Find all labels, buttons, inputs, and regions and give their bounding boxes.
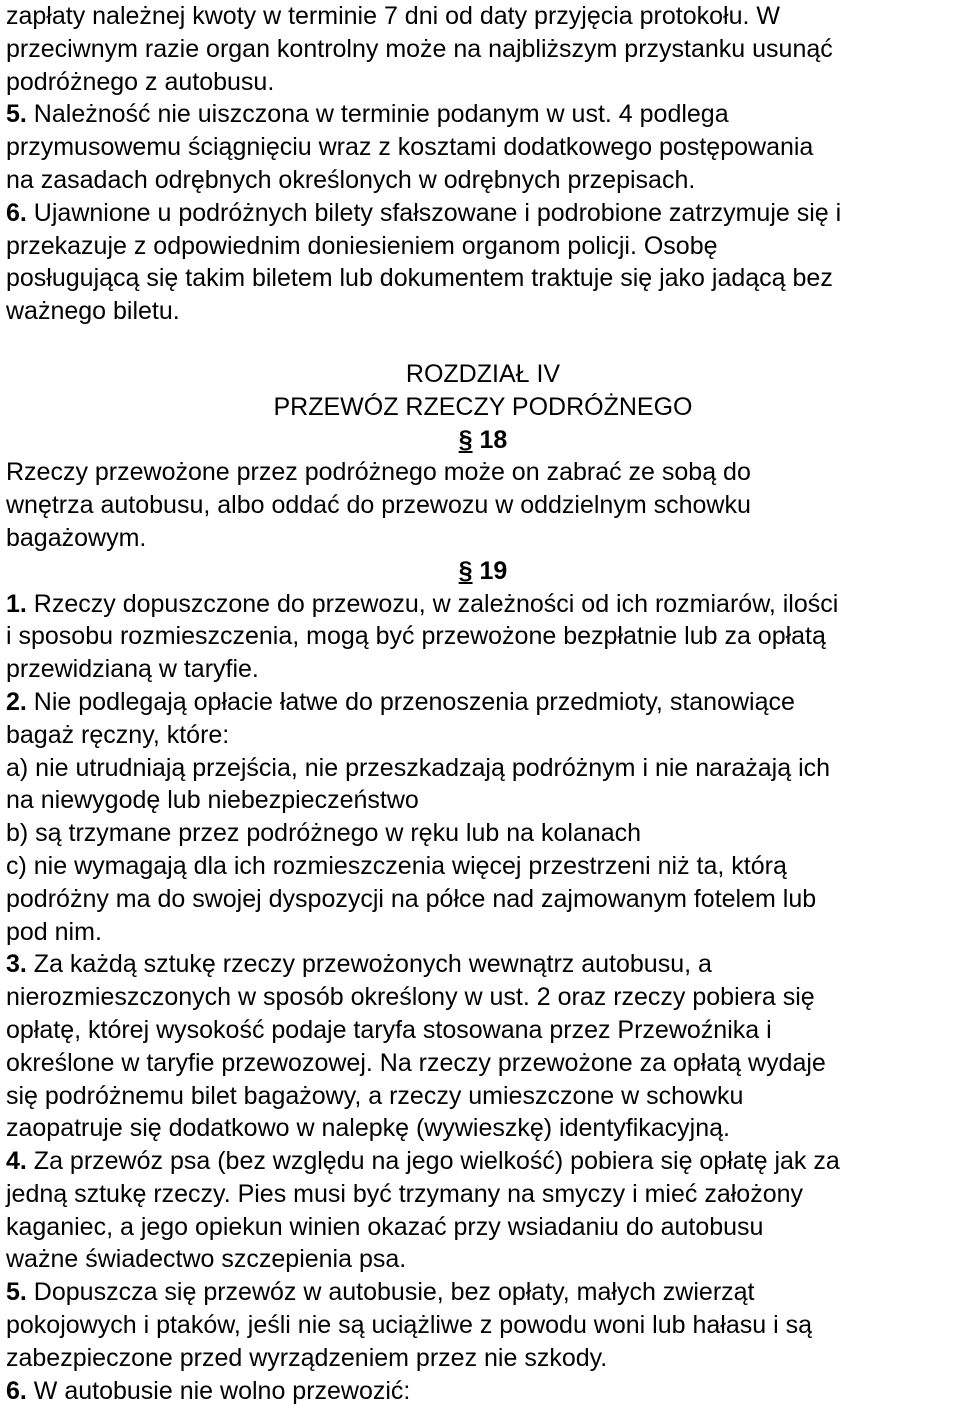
text-line: przewidzianą w taryfie.: [6, 655, 259, 684]
text-line: b) są trzymane przez podróżnego w ręku lub na kolanach: [6, 819, 642, 848]
paragraph-18-body: [6, 456, 960, 554]
item-number: 2.: [6, 687, 27, 716]
text-line: Za przewóz psa (bez względu na jego wielkość) pobiera się opłatę jak za: [26, 1147, 840, 1176]
text-line: a) nie utrudniają przejścia, nie przeszkadzają podróżnym i nie narażają ich: [6, 753, 831, 782]
text-line: przekazuje z odpowiednim doniesieniem organom policji. Osobę: [6, 231, 718, 260]
text-line: Ujawnione u podróżnych bilety sfałszowane i podrobione zatrzymuje się i: [26, 198, 842, 227]
text-line: zaopatruje się dodatkowo w nalepkę (wywieszkę) identyfikacyjną.: [6, 1114, 730, 1143]
intro-paragraph: [6, 0, 960, 98]
paragraph-19-item-4: [6, 1145, 960, 1276]
text-line: nierozmieszczonych w sposób określony w ust. 2 oraz rzeczy pobiera się: [6, 983, 815, 1012]
item-number: 5.: [6, 100, 27, 129]
text-line: Za każdą sztukę rzeczy przewożonych wewnątrz autobusu, a: [26, 950, 712, 979]
paragraph-19-heading: [6, 555, 960, 588]
text-line: Rzeczy przewożone przez podróżnego może on zabrać ze sobą do: [6, 458, 751, 487]
text-line: jedną sztukę rzeczy. Pies musi być trzymany na smyczy i mieć założony: [6, 1179, 804, 1208]
text-line: podróżny ma do swojej dyspozycji na półce nad zajmowanym fotelem lub: [6, 884, 817, 913]
paragraph-19-item-5: [6, 1276, 960, 1374]
paragraph-18-heading: [6, 424, 960, 457]
text-line: c) nie wymagają dla ich rozmieszczenia więcej przestrzeni niż ta, którą: [6, 851, 787, 880]
chapter-number: ROZDZIAŁ IV: [405, 359, 561, 388]
paragraph-number: 19: [479, 556, 508, 585]
section-sign: §: [458, 556, 473, 585]
text-line: się podróżnemu bilet bagażowy, a rzeczy umieszczone w schowku: [6, 1081, 744, 1110]
text-line: posługującą się takim biletem lub dokumentem traktuje się jako jadącą bez: [6, 264, 833, 293]
item-number: 3.: [6, 950, 27, 979]
spacer: [6, 328, 960, 358]
text-line: przymusowemu ściągnięciu wraz z kosztami dodatkowego postępowania: [6, 133, 814, 162]
text-line: określone w taryfie przewozowej. Na rzeczy przewożone za opłatą wydaje: [6, 1048, 826, 1077]
paragraph-19-item-1: [6, 588, 960, 686]
text-line: Dopuszcza się przewóz w autobusie, bez opłaty, małych zwierząt: [26, 1278, 755, 1307]
chapter-heading: [6, 358, 960, 424]
item-number: 6.: [6, 198, 27, 227]
text-line: podróżnego z autobusu.: [6, 67, 275, 96]
paragraph-19-item-6: [6, 1375, 960, 1408]
text-line: ważne świadectwo szczepienia psa.: [6, 1245, 407, 1274]
text-line: Nie podlegają opłacie łatwe do przenoszenia przedmioty, stanowiące: [26, 687, 795, 716]
text-line: kaganiec, a jego opiekun winien okazać przy wsiadaniu do autobusu: [6, 1212, 764, 1241]
text-line: i sposobu rozmieszczenia, mogą być przewożone bezpłatnie lub za opłatą: [6, 622, 826, 651]
text-line: pokojowych i ptaków, jeśli nie są uciążliwe z powodu woni lub hałasu i są: [6, 1311, 812, 1340]
item-number: 6.: [6, 1376, 27, 1405]
paragraph-number: 18: [479, 425, 508, 454]
text-line: przeciwnym razie organ kontrolny może na najbliższym przystanku usunąć: [6, 34, 833, 63]
text-line: Należność nie uiszczona w terminie podanym w ust. 4 podlega: [26, 100, 729, 129]
chapter-title: PRZEWÓZ RZECZY PODRÓŻNEGO: [273, 392, 693, 421]
text-line: ważnego biletu.: [6, 297, 180, 326]
text-line: zapłaty należnej kwoty w terminie 7 dni od daty przyjęcia protokołu. W: [6, 2, 780, 30]
paragraph-19-item-3: [6, 948, 960, 1145]
text-line: Rzeczy dopuszczone do przewozu, w zależności od ich rozmiarów, ilości: [26, 589, 839, 618]
paragraph-19-item-2: [6, 686, 960, 948]
text-line: bagażowym.: [6, 523, 147, 552]
text-line: pod nim.: [6, 917, 102, 946]
section-sign: §: [458, 425, 473, 454]
item-5: [6, 98, 960, 196]
text-line: wnętrza autobusu, albo oddać do przewozu w oddzielnym schowku: [6, 491, 751, 520]
text-line: zabezpieczone przed wyrządzeniem przez nie szkody.: [6, 1343, 608, 1372]
item-number: 5.: [6, 1278, 27, 1307]
text-line: bagaż ręczny, które:: [6, 720, 230, 749]
text-line: na zasadach odrębnych określonych w odrębnych przepisach.: [6, 165, 696, 194]
text-line: W autobusie nie wolno przewozić:: [26, 1376, 411, 1405]
item-number: 4.: [6, 1147, 27, 1176]
item-6: [6, 197, 960, 328]
text-line: opłatę, której wysokość podaje taryfa stosowana przez Przewoźnika i: [6, 1015, 772, 1044]
text-line: na niewygodę lub niebezpieczeństwo: [6, 786, 419, 815]
item-number: 1.: [6, 589, 27, 618]
